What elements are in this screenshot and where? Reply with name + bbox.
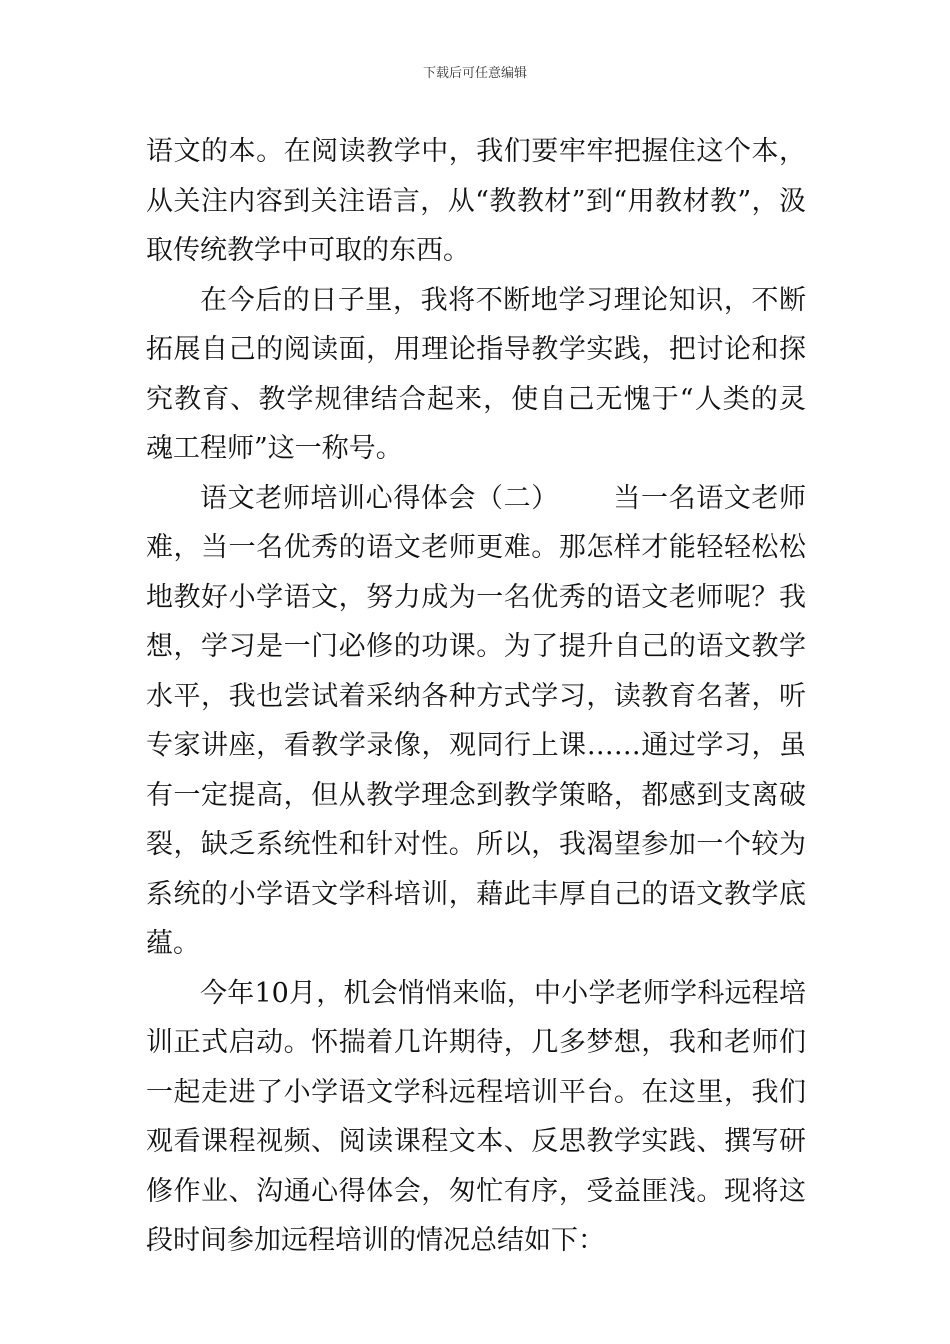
page-header: 下载后可任意编辑 xyxy=(422,66,527,81)
paragraph-1: 语文的本。在阅读教学中，我们要牢牢把握住这个本，从关注内容到关注语言，从“教教材”到“用教材教”，汲取传统教学中可取的东西。 xyxy=(146,136,806,266)
paragraph-4: 今年10月，机会悄悄来临，中小学老师学科远程培训正式启动。怀揣着几许期待，几多梦想，我和老师们一起走进了小学语文学科远程培训平台。在这里，我们观看课程视频、阅读课程文本、反思教学实践、撰写研修作业、沟通心得体会，匆忙有序，受益匪浅。现将这段时间参加远程培训的情况总结如下： xyxy=(146,977,806,1256)
section-heading: 语文老师培训心得体会（二） xyxy=(200,482,559,514)
paragraph-3-text: 当一名语文老师难，当一名优秀的语文老师更难。那怎样才能轻轻松松地教好小学语文，努力成为一名优秀的语文老师呢？我想，学习是一门必修的功课。为了提升自己的语文教学水平，我也尝试着采纳各种方式学习，读教育名著，听专家讲座，看教学录像，观同行上课……通过学习，虽有一定提高，但从教学理念到教学策略，都感到支离破裂，缺乏系统性和针对性。所以，我渴望参加一个较为系统的小学语文学科培训，藉此丰厚自己的语文教学底蕴。 xyxy=(146,482,807,959)
paragraph-2: 在今后的日子里，我将不断地学习理论知识，不断拓展自己的阅读面，用理论指导教学实践，把讨论和探究教育、教学规律结合起来，使自己无愧于“人类的灵魂工程师”这一称号。 xyxy=(146,284,806,464)
document-body xyxy=(146,127,806,1266)
paragraph-3 xyxy=(146,474,806,969)
